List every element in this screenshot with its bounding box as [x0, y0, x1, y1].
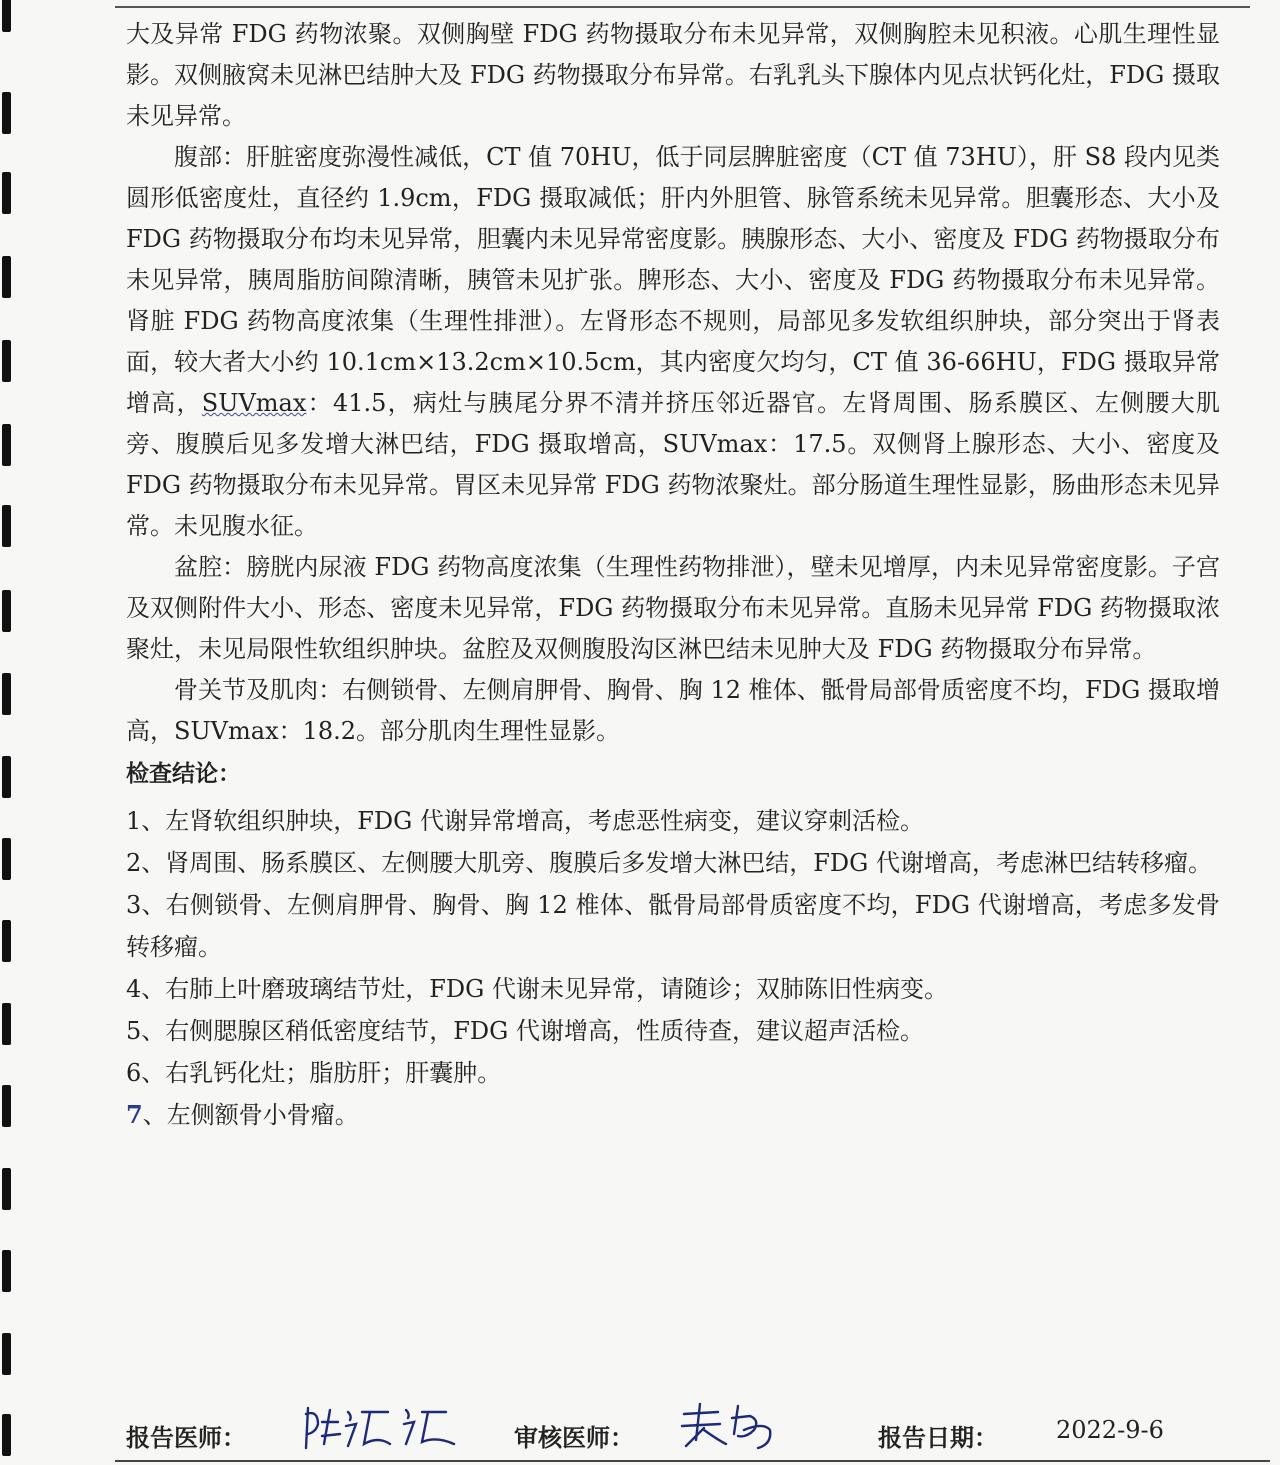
reporter-signature [296, 1400, 496, 1456]
binding-hole [2, 756, 11, 798]
binding-hole [2, 1003, 11, 1045]
abdomen-text-c: ：41.5，病灶与胰尾分界不清并挤压邻近器官。左肾周围、肠系膜区、左侧腰大肌旁、腹膜后见多发增大淋巴结，FDG 摄取增高，SUVmax：17.5。双侧肾上腺形态、大小、密度及 FDG 药物摄取分布未见异常。胃区未见异常 FDG 药物浓聚灶。部分肠道生理性显影，肠曲形态未见异常。未见腹水征。 [126, 389, 1221, 540]
binding-hole [2, 920, 11, 962]
binding-hole [2, 92, 11, 134]
binding-holes [0, 0, 16, 1465]
conclusion-item: 3、右侧锁骨、左侧肩胛骨、胸骨、胸 12 椎体、骶骨局部骨质密度不均，FDG 代谢增高，考虑多发骨转移瘤。 [126, 891, 1220, 961]
binding-hole [2, 505, 11, 547]
bottom-rule [115, 1460, 1270, 1462]
conclusion-item: 5、右侧腮腺区稍低密度结节，FDG 代谢增高，性质待查，建议超声活检。 [126, 1017, 924, 1045]
conclusion-item: 4、右肺上叶磨玻璃结节灶，FDG 代谢未见异常，请随诊；双肺陈旧性病变。 [126, 975, 948, 1003]
conclusion-item: 2、肾周围、肠系膜区、左侧腰大肌旁、腹膜后多发增大淋巴结，FDG 代谢增高，考虑淋巴结转移瘤。 [126, 849, 1212, 877]
binding-hole [2, 1250, 11, 1292]
handwritten-number: 7 [126, 1100, 143, 1129]
pelvis-paragraph: 盆腔：膀胱内尿液 FDG 药物高度浓集（生理性药物排泄），壁未见增厚，内未见异常密度影。子宫及双侧附件大小、形态、密度未见异常，FDG 药物摄取分布未见异常。直肠未见异常 FDG 药物摄取浓聚灶，未见局限性软组织肿块。盆腔及双侧腹股沟区淋巴结未见肿大及 FDG 药物摄取分布异常。 [126, 553, 1220, 663]
suvmax-underlined: SUVmax [201, 389, 307, 417]
binding-hole [2, 424, 11, 466]
report-date: 2022-9-6 [1056, 1416, 1164, 1444]
binding-hole [2, 0, 11, 32]
binding-hole [2, 256, 11, 298]
conclusion-item-7 [126, 1094, 1220, 1136]
reviewer-signature [674, 1400, 804, 1456]
conclusion-item-7-text: 、左侧额骨小骨瘤。 [142, 1101, 359, 1129]
binding-hole [2, 673, 11, 715]
reporter-label: 报告医师： [126, 1424, 246, 1452]
binding-hole [2, 340, 11, 382]
binding-hole [2, 838, 11, 880]
date-label: 报告日期： [878, 1424, 998, 1452]
conclusion-item: 1、左肾软组织肿块，FDG 代谢异常增高，考虑恶性病变，建议穿刺活检。 [126, 807, 924, 835]
top-rule [115, 6, 1250, 8]
binding-hole [2, 1085, 11, 1127]
chest-paragraph-continued: 大及异常 FDG 药物浓聚。双侧胸壁 FDG 药物摄取分布未见异常，双侧胸腔未见积液。心肌生理性显影。双侧腋窝未见淋巴结肿大及 FDG 药物摄取分布异常。右乳乳头下腺体内见点状钙化灶，FDG 摄取未见异常。 [126, 20, 1220, 130]
conclusion-item: 6、右乳钙化灶；脂肪肝；肝囊肿。 [126, 1059, 502, 1087]
conclusion-list [126, 800, 1220, 1094]
abdomen-text-a: 腹部：肝脏密度弥漫性减低，CT 值 70HU，低于同层脾脏密度（CT 值 73HU），肝 S8 段内见类圆形低密度灶，直径约 1.9cm，FDG 摄取减低；肝内外胆管、脉管系统未见异常。胆囊形态、大小及 FDG 药物摄取分布均未见异常，胆囊内未见异常密度影。胰腺形态、大小、密度及 FDG 药物摄取分布未见异常，胰周脂肪间隙清晰，胰管未见扩张。脾形态、大小、密度及 FDG 药物摄取分布未见异常。肾脏 FDG 药物高度浓集（生理性排泄）。左肾形态不规则，局部见多发软组织肿块，部分突出于肾表面，较大者大小约 10.1cm×13.2cm×10.5cm，其内密度欠均匀，CT 值 36-66HU，FDG 摄取异常增高， [126, 143, 1220, 417]
binding-hole [2, 1168, 11, 1210]
report-body [126, 14, 1220, 1136]
report-footer [126, 1400, 1240, 1460]
conclusion-heading: 检查结论： [126, 761, 241, 787]
reviewer-label: 审核医师： [514, 1424, 634, 1452]
binding-hole [2, 1333, 11, 1375]
abdomen-paragraph [126, 137, 1220, 547]
binding-hole [2, 590, 11, 632]
bone-muscle-paragraph: 骨关节及肌肉：右侧锁骨、左侧肩胛骨、胸骨、胸 12 椎体、骶骨局部骨质密度不均，FDG 摄取增高，SUVmax：18.2。部分肌肉生理性显影。 [126, 676, 1220, 745]
binding-hole [2, 1414, 11, 1456]
binding-hole [2, 172, 11, 214]
